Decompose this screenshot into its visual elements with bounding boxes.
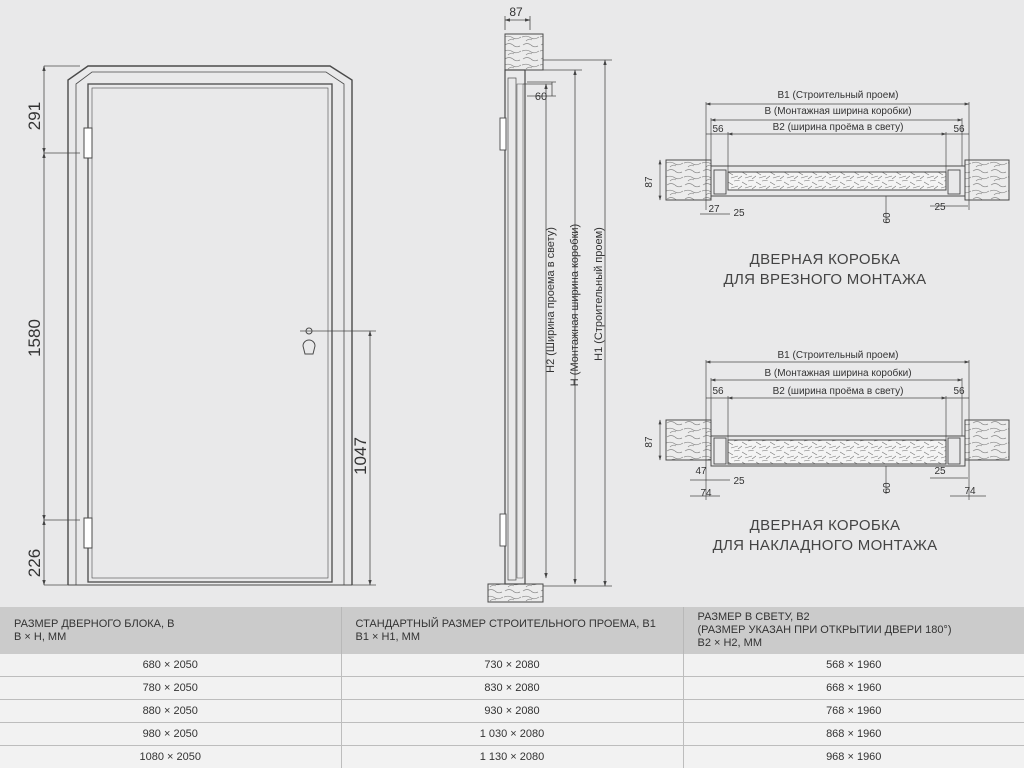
front-view-dims xyxy=(25,102,370,577)
dim-60-overlay: 60 xyxy=(882,482,893,494)
dim-60-side: 60 xyxy=(534,91,548,103)
header-clear-size-line3: В2 × Н2, ММ xyxy=(697,637,762,649)
header-door-size xyxy=(0,607,341,654)
table-row xyxy=(0,677,1024,700)
header-door-size-line2: В × Н, ММ xyxy=(14,630,67,643)
door-leaf xyxy=(88,84,332,582)
cell-door-size: 880 × 2050 xyxy=(0,700,341,723)
header-clear-size xyxy=(683,607,1024,654)
cell-opening-size: 730 × 2080 xyxy=(341,654,683,677)
dim-291: 291 xyxy=(25,101,44,131)
side-hinge-top xyxy=(500,118,506,150)
table-row xyxy=(0,654,1024,677)
front-view xyxy=(44,66,376,585)
dim-27-mortise: 27 xyxy=(708,204,720,215)
label-b1-mortise: B1 (Строительный проем) xyxy=(777,90,899,101)
header-clear-size-line2: (РАЗМЕР УКАЗАН ПРИ ОТКРЫТИИ ДВЕРИ 180°) xyxy=(697,624,952,636)
dim-87-mortise: 87 xyxy=(644,176,655,188)
hinge-bottom xyxy=(84,518,92,548)
door-frame xyxy=(68,66,352,585)
cell-clear-size: 868 × 1960 xyxy=(683,723,1024,746)
caption-overlay-line1: ДВЕРНАЯ КОРОБКА xyxy=(749,517,901,534)
dim-60-mortise: 60 xyxy=(882,212,893,224)
cell-opening-size: 930 × 2080 xyxy=(341,700,683,723)
dim-25b-mortise: 25 xyxy=(934,202,946,213)
wall-top xyxy=(505,34,543,70)
dim-56-right-mortise: 56 xyxy=(953,124,965,135)
size-table xyxy=(0,607,1024,768)
label-h2: H2 (Ширина проема в свету) xyxy=(545,227,557,373)
cell-door-size: 680 × 2050 xyxy=(0,654,341,677)
table-row xyxy=(0,746,1024,768)
label-b2-mortise: B2 (ширина проёма в свету) xyxy=(772,122,904,133)
dim-74a-overlay: 74 xyxy=(700,488,712,499)
cell-door-size: 980 × 2050 xyxy=(0,723,341,746)
header-opening-size-line2: В1 × Н1, ММ xyxy=(355,630,420,643)
label-b-mortise: B (Монтажная ширина коробки) xyxy=(764,106,912,117)
caption-mortise xyxy=(700,250,950,290)
lock-icon xyxy=(303,340,315,354)
dim-226: 226 xyxy=(25,548,44,578)
cell-clear-size: 668 × 1960 xyxy=(683,677,1024,700)
dim-56-right-overlay: 56 xyxy=(953,386,965,397)
dim-87-overlay: 87 xyxy=(644,436,655,448)
dim-47-overlay: 47 xyxy=(695,466,707,477)
dim-25a-mortise: 25 xyxy=(733,208,745,219)
table-header-row xyxy=(0,607,1024,654)
dim-25a-overlay: 25 xyxy=(733,476,745,487)
dim-56-left-overlay: 56 xyxy=(712,386,724,397)
header-opening-size xyxy=(341,607,683,654)
label-h: H (Монтажная ширина коробки) xyxy=(569,223,581,387)
side-hinge-bottom xyxy=(500,514,506,546)
header-opening-size-line1: СТАНДАРТНЫЙ РАЗМЕР СТРОИТЕЛЬНОГО ПРОЕМА, В1 xyxy=(355,617,656,630)
section-mortise-labels xyxy=(644,90,965,224)
dim-74b-overlay: 74 xyxy=(964,486,976,497)
caption-overlay-line2: ДЛЯ НАКЛАДНОГО МОНТАЖА xyxy=(712,537,938,554)
hinge-top xyxy=(84,128,92,158)
cell-clear-size: 968 × 1960 xyxy=(683,746,1024,768)
dim-1580: 1580 xyxy=(25,319,44,357)
header-door-size-line1: РАЗМЕР ДВЕРНОГО БЛОКА, В xyxy=(14,617,175,630)
table-row xyxy=(0,700,1024,723)
caption-mortise-line1: ДВЕРНАЯ КОРОБКА xyxy=(749,251,901,268)
label-b2-overlay: B2 (ширина проёма в свету) xyxy=(772,386,904,397)
header-clear-size-line1: РАЗМЕР В СВЕТУ, В2 xyxy=(697,611,810,623)
dim-25b-overlay: 25 xyxy=(934,466,946,477)
table-row xyxy=(0,723,1024,746)
dim-87-side: 87 xyxy=(509,5,523,19)
wall-bottom xyxy=(488,584,543,602)
cell-clear-size: 768 × 1960 xyxy=(683,700,1024,723)
label-h1: H1 (Строительный проем) xyxy=(593,227,605,361)
cell-door-size: 1080 × 2050 xyxy=(0,746,341,768)
cell-door-size: 780 × 2050 xyxy=(0,677,341,700)
caption-overlay xyxy=(690,516,960,556)
label-b-overlay: B (Монтажная ширина коробки) xyxy=(764,368,912,379)
cell-opening-size: 1 130 × 2080 xyxy=(341,746,683,768)
section-overlay xyxy=(660,360,1009,500)
dim-56-left-mortise: 56 xyxy=(712,124,724,135)
label-b1-overlay: B1 (Строительный проем) xyxy=(777,350,899,361)
caption-mortise-line2: ДЛЯ ВРЕЗНОГО МОНТАЖА xyxy=(723,271,927,288)
cell-opening-size: 830 × 2080 xyxy=(341,677,683,700)
cell-clear-size: 568 × 1960 xyxy=(683,654,1024,677)
dim-1047: 1047 xyxy=(351,437,370,475)
cell-opening-size: 1 030 × 2080 xyxy=(341,723,683,746)
